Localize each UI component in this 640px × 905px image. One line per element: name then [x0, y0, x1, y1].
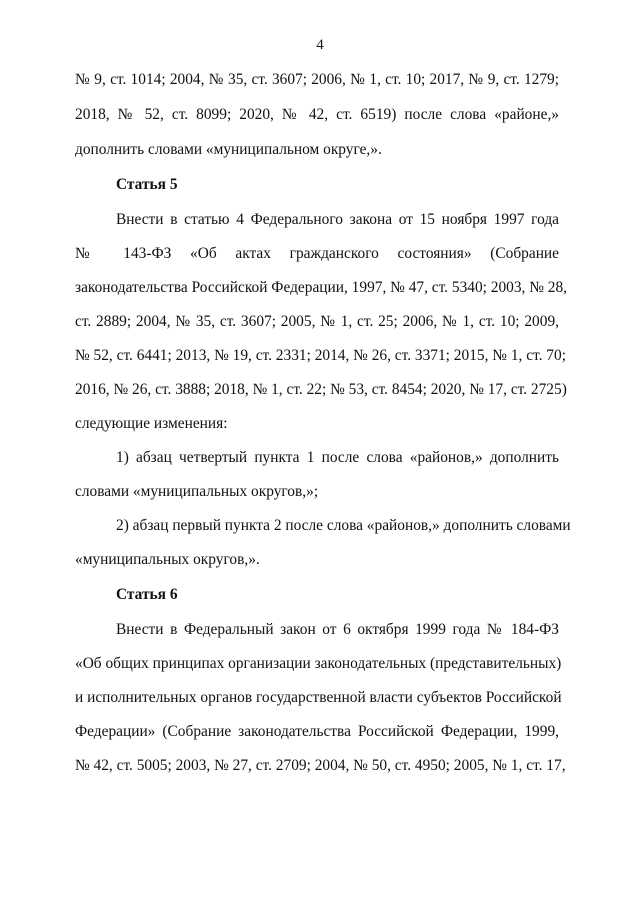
paragraph-line: ст. 2889; 2004, № 35, ст. 3607; 2005, № 1, ст. 25; 2006, № 1, ст. 10; 2009,	[75, 313, 559, 330]
paragraph-line: дополнить словами «муниципальном округе,».	[75, 141, 382, 158]
page-number: 4	[316, 37, 324, 53]
paragraph-line: Федерации» (Собрание законодательства Российской Федерации, 1999,	[75, 723, 559, 740]
paragraph-line: 2018, № 52, ст. 8099; 2020, № 42, ст. 6519) после слова «районе,»	[75, 106, 559, 123]
paragraph-line: 2016, № 26, ст. 3888; 2018, № 1, ст. 22; № 53, ст. 8454; 2020, № 17, ст. 2725)	[75, 381, 567, 398]
article-heading: Статья 6	[116, 586, 178, 603]
article-heading: Статья 5	[116, 176, 178, 193]
paragraph-line: «Об общих принципах организации законодательных (представительных)	[75, 655, 562, 672]
paragraph-line: следующие изменения:	[75, 415, 228, 432]
paragraph-line: № 42, ст. 5005; 2003, № 27, ст. 2709; 2004, № 50, ст. 4950; 2005, № 1, ст. 17,	[75, 757, 566, 774]
paragraph-line: законодательства Российской Федерации, 1997, № 47, ст. 5340; 2003, № 28,	[75, 279, 568, 296]
list-item-line: словами «муниципальных округов,»;	[75, 483, 319, 500]
list-item-line: 1) абзац четвертый пункта 1 после слова «районов,» дополнить	[116, 449, 559, 466]
paragraph-line: и исполнительных органов государственной власти субъектов Российской	[75, 689, 562, 706]
list-item-line: «муниципальных округов,».	[75, 551, 260, 568]
paragraph-line: № 52, ст. 6441; 2013, № 19, ст. 2331; 2014, № 26, ст. 3371; 2015, № 1, ст. 70;	[75, 347, 566, 364]
paragraph-line: Внести в статью 4 Федерального закона от 15 ноября 1997 года	[116, 211, 559, 228]
list-item-line: 2) абзац первый пункта 2 после слова «районов,» дополнить словами	[116, 517, 571, 534]
paragraph-line: № 9, ст. 1014; 2004, № 35, ст. 3607; 2006, № 1, ст. 10; 2017, № 9, ст. 1279;	[75, 71, 559, 88]
paragraph-line: № 143-ФЗ «Об актах гражданского состояния» (Собрание	[75, 245, 559, 262]
paragraph-line: Внести в Федеральный закон от 6 октября 1999 года № 184-ФЗ	[116, 621, 559, 638]
